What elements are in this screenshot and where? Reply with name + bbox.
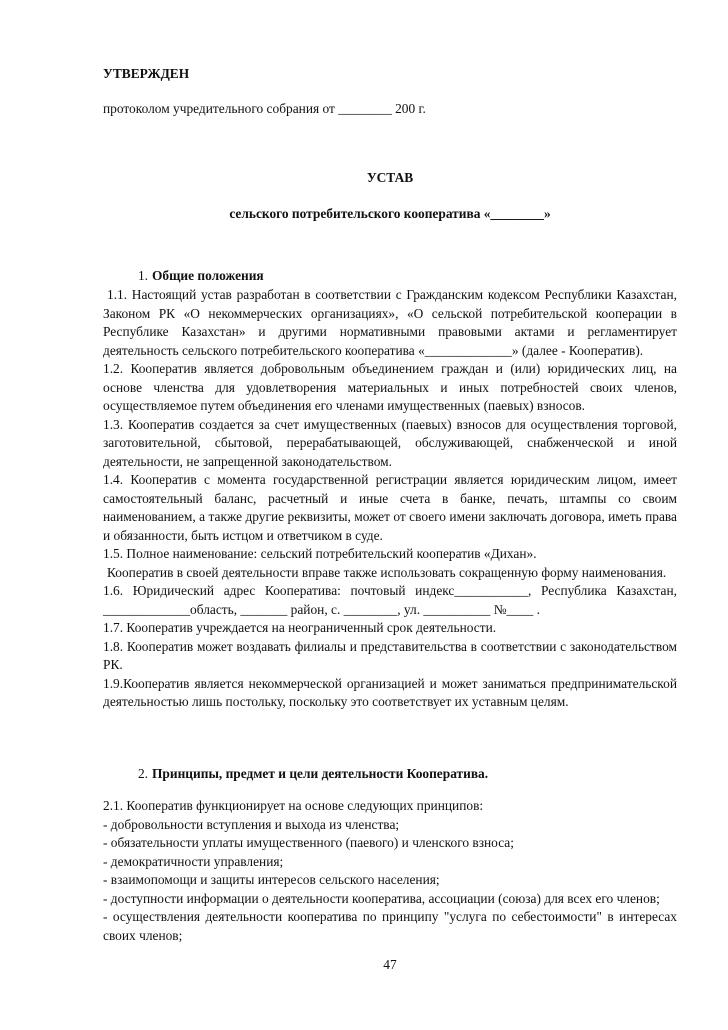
section-1-title: Общие положения [152, 268, 264, 283]
list-item: - осуществления деятельности кооператива по принципу "услуга по себестоимости" в интересах своих членов; [103, 909, 677, 943]
paragraph-2-1: 2.1. Кооператив функционирует на основе следующих принципов: [103, 798, 484, 813]
section-2-number: 2. [137, 766, 148, 781]
paragraph-1-6: 1.6. Юридический адрес Кооператива: почтовый индекс___________, Республика Казахстан, _____________область, _______ район, с. ________, ул. __________ №____ . [103, 583, 677, 617]
section-2-heading [103, 765, 488, 784]
list-item: - обязательности уплаты имущественного (паевого) и членского взноса; [103, 835, 514, 850]
protocol-line: протоколом учредительного собрания от ________ 200 г. [103, 101, 426, 116]
paragraph-1-4: 1.4. Кооператив с момента государственной регистрации является юридическим лицом, имеет самостоятельный баланс, расчетный и иные счета в банке, печать, штампы со своим наименованием, а также другие реквизиты, может от своего имени заключать договора, иметь права и обязанности, быть истцом и ответчиком в суде. [103, 472, 677, 543]
paragraph-1-1: 1.1. Настоящий устав разработан в соответствии с Гражданским кодексом Республики Казахстан, Законом РК «О некоммерческих организациях», «О сельской потребительской кооперации в Республике Казахстан» и другими нормативными правовыми актами и регламентирует деятельность сельского потребительского кооператива «_____________» (далее - Кооператив). [103, 287, 677, 358]
document-title: УСТАВ [366, 170, 414, 185]
section-1-number: 1. [137, 268, 148, 283]
list-item: - доступности информации о деятельности кооператива, ассоциации (союза) для всех его членов; [103, 890, 660, 906]
section-2-body [103, 797, 677, 945]
section-2-title: Принципы, предмет и цели деятельности Кооператива. [152, 766, 489, 781]
paragraph-1-5: 1.5. Полное наименование: сельский потребительский кооператив «Дихан». [103, 546, 537, 561]
page-number: 47 [383, 957, 397, 972]
paragraph-1-5-cont: Кооператив в своей деятельности вправе также использовать сокращенную форму наименования. [107, 564, 667, 580]
approved-label: УТВЕРЖДЕН [103, 66, 190, 81]
paragraph-1-2: 1.2. Кооператив является добровольным объединением граждан и (или) юридических лиц, на основе членства для удовлетворения материальных и иных потребностей своих членов, осуществляемое путем объединения его членами имущественных (паевых) взносов. [103, 361, 677, 413]
list-item: - добровольности вступления и выхода из членства; [103, 816, 400, 832]
section-1-body [103, 286, 677, 712]
document-subtitle: сельского потребительского кооператива «________» [229, 206, 551, 221]
paragraph-1-8: 1.8. Кооператив может воздавать филиалы и представительства в соответствии с законодательством РК. [103, 638, 677, 672]
paragraph-1-9: 1.9.Кооператив является некоммерческой организацией и может заниматься предпринимательской деятельностью лишь постольку, поскольку это соответствует их уставным целям. [103, 675, 677, 709]
list-item: - демократичности управления; [103, 853, 284, 869]
paragraph-1-3: 1.3. Кооператив создается за счет имущественных (паевых) взносов для осуществления торговой, заготовительной, сбытовой, перерабатывающей, обслуживающей, снабженческой и иной деятельности, не запрещенной законодательством. [103, 416, 677, 469]
list-item: - взаимопомощи и защиты интересов сельского населения; [103, 872, 440, 887]
paragraph-1-7: 1.7. Кооператив учреждается на неограниченный срок деятельности. [103, 620, 497, 635]
section-1-heading [103, 267, 264, 286]
